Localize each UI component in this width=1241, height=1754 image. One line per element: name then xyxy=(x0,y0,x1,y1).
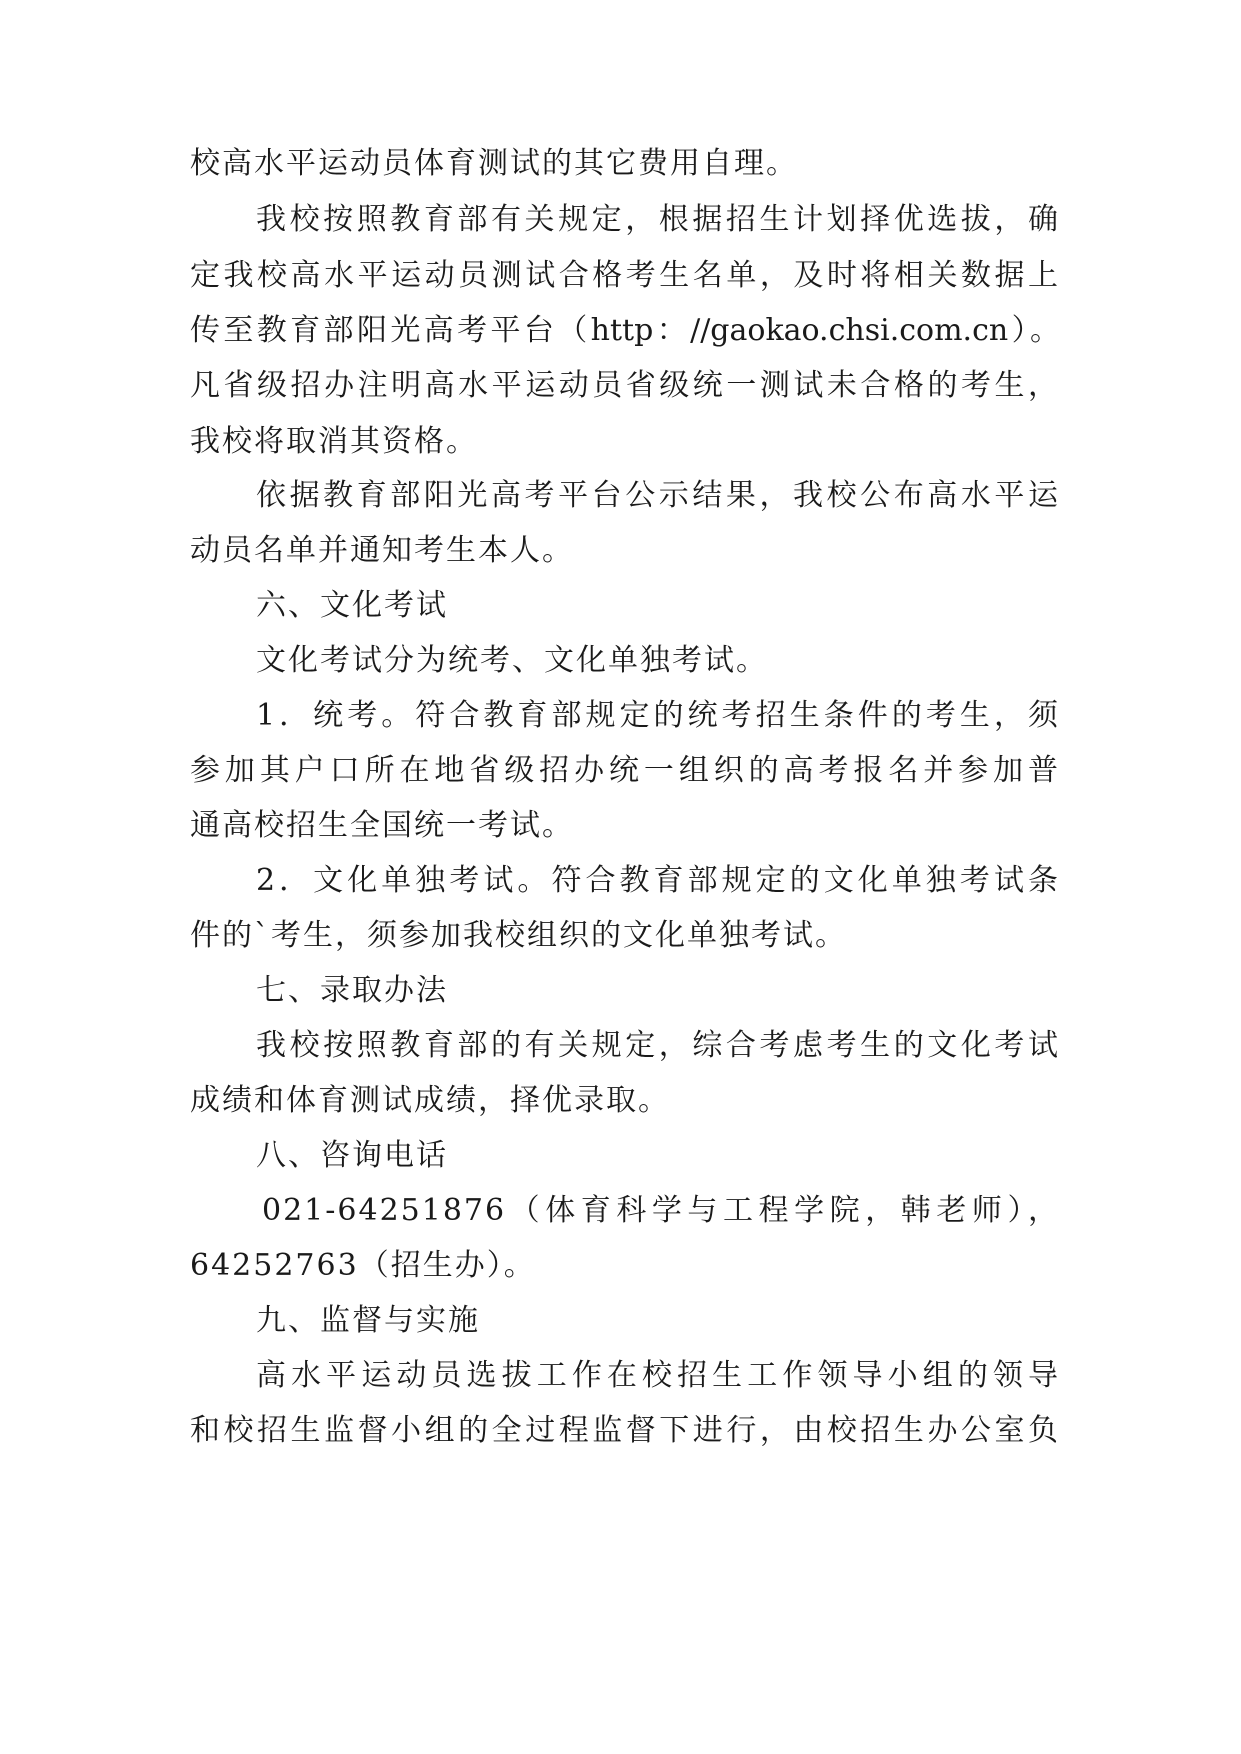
paragraph-line: 依据教育部阳光高考平台公示结果，我校公布高水平运 xyxy=(256,478,1060,513)
section-heading: 九、监督与实施 xyxy=(256,1303,480,1338)
paragraph-line: 我校按照教育部的有关规定，综合考虑考生的文化考试 xyxy=(256,1028,1060,1063)
paragraph-line: 凡省级招办注明高水平运动员省级统一测试未合格的考生， xyxy=(190,368,1060,403)
section-heading: 六、文化考试 xyxy=(256,588,448,623)
paragraph-line: 2．文化单独考试。符合教育部规定的文化单独考试条 xyxy=(256,863,1060,898)
paragraph-line: 文化考试分为统考、文化单独考试。 xyxy=(256,643,768,678)
paragraph-line: 通高校招生全国统一考试。 xyxy=(190,808,574,843)
section-heading: 七、录取办法 xyxy=(256,973,448,1008)
paragraph-line: 高水平运动员选拔工作在校招生工作领导小组的领导 xyxy=(256,1358,1060,1393)
paragraph-line: 我校按照教育部有关规定，根据招生计划择优选拔，确 xyxy=(256,202,1060,237)
paragraph-line: 件的`考生，须参加我校组织的文化单独考试。 xyxy=(190,918,847,953)
paragraph-line: 参加其户口所在地省级招办统一组织的高考报名并参加普 xyxy=(190,753,1060,788)
paragraph-line: 成绩和体育测试成绩，择优录取。 xyxy=(190,1083,670,1118)
paragraph-line: 我校将取消其资格。 xyxy=(190,424,478,459)
paragraph-line: 1．统考。符合教育部规定的统考招生条件的考生，须 xyxy=(256,698,1060,733)
paragraph-line: 校高水平运动员体育测试的其它费用自理。 xyxy=(190,146,798,181)
paragraph-line: 动员名单并通知考生本人。 xyxy=(190,533,574,568)
paragraph-line: 传至教育部阳光高考平台（http：//gaokao.chsi.com.cn）。 xyxy=(190,313,1060,348)
contact-phone-line: 021-64251876（体育科学与工程学院，韩老师）， xyxy=(262,1193,1060,1228)
paragraph-line: 和校招生监督小组的全过程监督下进行，由校招生办公室负 xyxy=(190,1413,1060,1448)
section-heading: 八、咨询电话 xyxy=(256,1138,448,1173)
contact-phone-line: 64252763（招生办）。 xyxy=(190,1248,536,1283)
paragraph-line: 定我校高水平运动员测试合格考生名单，及时将相关数据上 xyxy=(190,258,1060,293)
